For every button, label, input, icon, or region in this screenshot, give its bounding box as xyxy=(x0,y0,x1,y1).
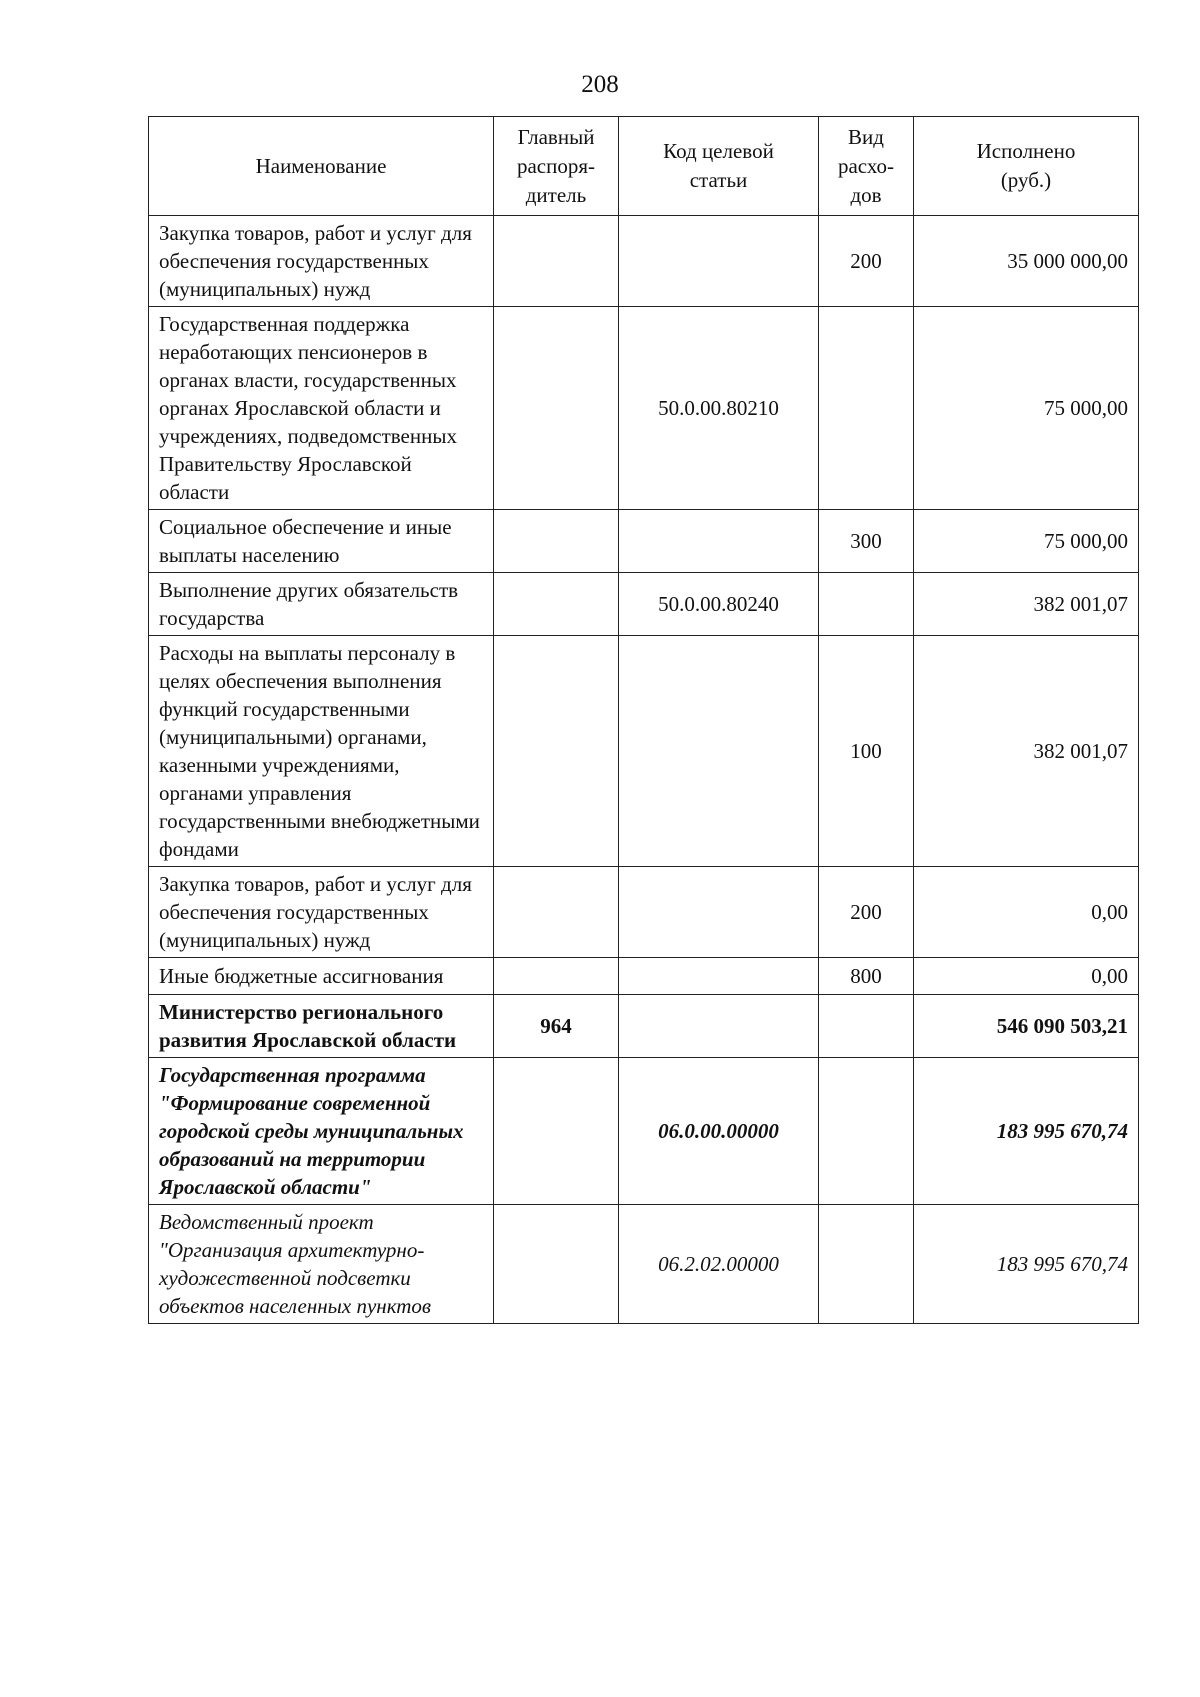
cell-code: 06.0.00.00000 xyxy=(619,1058,819,1205)
cell-type xyxy=(819,1058,914,1205)
cell-executed: 75 000,00 xyxy=(914,510,1139,573)
cell-code xyxy=(619,867,819,958)
cell-type xyxy=(819,307,914,510)
cell-name: Государственная поддержка неработающих пенсионеров в органах власти, государственных органах Ярославской области и учреждениях, подведомственных Правительству Ярославской области xyxy=(149,307,494,510)
cell-executed: 75 000,00 xyxy=(914,307,1139,510)
cell-name: Министерство регионального развития Ярославской области xyxy=(149,995,494,1058)
cell-manager xyxy=(494,636,619,867)
cell-name: Закупка товаров, работ и услуг для обеспечения государственных (муниципальных) нужд xyxy=(149,216,494,307)
header-code: Код целевой статьи xyxy=(619,117,819,216)
table-row xyxy=(149,1058,1139,1205)
cell-code xyxy=(619,636,819,867)
cell-name: Иные бюджетные ассигнования xyxy=(149,958,494,995)
header-manager: Главный распоря- дитель xyxy=(494,117,619,216)
cell-code: 06.2.02.00000 xyxy=(619,1205,819,1324)
cell-name: Закупка товаров, работ и услуг для обеспечения государственных (муниципальных) нужд xyxy=(149,867,494,958)
table-row xyxy=(149,510,1139,573)
table-row xyxy=(149,1205,1139,1324)
cell-manager xyxy=(494,510,619,573)
cell-code: 50.0.00.80210 xyxy=(619,307,819,510)
cell-type: 300 xyxy=(819,510,914,573)
table-row xyxy=(149,573,1139,636)
table-row xyxy=(149,995,1139,1058)
cell-executed: 183 995 670,74 xyxy=(914,1205,1139,1324)
table-row xyxy=(149,958,1139,995)
cell-manager xyxy=(494,573,619,636)
table-row xyxy=(149,307,1139,510)
cell-type xyxy=(819,573,914,636)
cell-executed: 0,00 xyxy=(914,867,1139,958)
cell-executed: 0,00 xyxy=(914,958,1139,995)
table-header-row xyxy=(149,117,1139,216)
header-type: Вид расхо- дов xyxy=(819,117,914,216)
cell-manager xyxy=(494,216,619,307)
cell-executed: 183 995 670,74 xyxy=(914,1058,1139,1205)
page-number: 208 xyxy=(581,71,619,98)
cell-manager xyxy=(494,307,619,510)
cell-code: 50.0.00.80240 xyxy=(619,573,819,636)
cell-executed: 382 001,07 xyxy=(914,636,1139,867)
cell-manager xyxy=(494,1058,619,1205)
cell-type xyxy=(819,995,914,1058)
cell-name: Социальное обеспечение и иные выплаты населению xyxy=(149,510,494,573)
cell-code xyxy=(619,958,819,995)
table-body xyxy=(149,216,1139,1324)
table-row xyxy=(149,636,1139,867)
cell-executed: 382 001,07 xyxy=(914,573,1139,636)
cell-manager xyxy=(494,1205,619,1324)
table-row xyxy=(149,216,1139,307)
cell-manager xyxy=(494,867,619,958)
cell-type: 100 xyxy=(819,636,914,867)
cell-type xyxy=(819,1205,914,1324)
cell-name: Выполнение других обязательств государства xyxy=(149,573,494,636)
header-name: Наименование xyxy=(149,117,494,216)
cell-manager: 964 xyxy=(494,995,619,1058)
cell-type: 200 xyxy=(819,216,914,307)
budget-table xyxy=(148,116,1139,1324)
cell-name: Государственная программа "Формирование современной городской среды муниципальных образований на территории Ярославской области" xyxy=(149,1058,494,1205)
cell-type: 200 xyxy=(819,867,914,958)
cell-code xyxy=(619,216,819,307)
cell-name: Расходы на выплаты персоналу в целях обеспечения выполнения функций государственными (муниципальными) органами, казенными учреждениями, органами управления государственными внебюджетными фондами xyxy=(149,636,494,867)
cell-type: 800 xyxy=(819,958,914,995)
cell-executed: 35 000 000,00 xyxy=(914,216,1139,307)
cell-manager xyxy=(494,958,619,995)
table-row xyxy=(149,867,1139,958)
cell-executed: 546 090 503,21 xyxy=(914,995,1139,1058)
header-executed: Исполнено (руб.) xyxy=(914,117,1139,216)
cell-name: Ведомственный проект "Организация архитектурно-художественной подсветки объектов населенных пунктов xyxy=(149,1205,494,1324)
cell-code xyxy=(619,510,819,573)
cell-code xyxy=(619,995,819,1058)
